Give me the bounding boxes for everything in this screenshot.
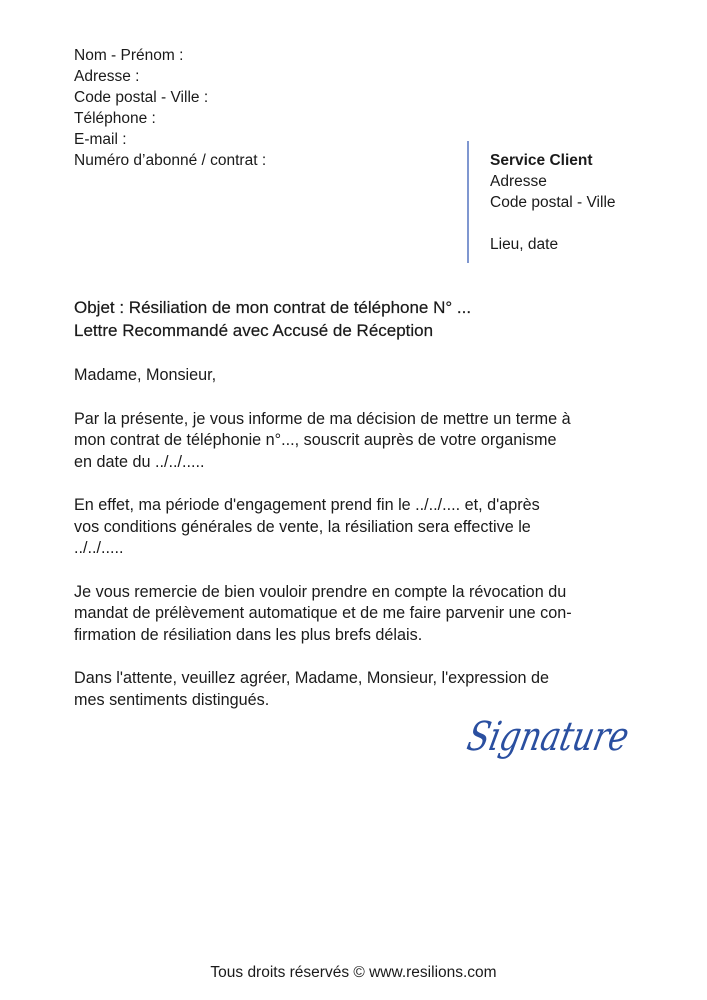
sender-city-label: Code postal - Ville : <box>74 89 209 106</box>
text-line: mon contrat de téléphonie n°..., souscrit auprès de votre organisme <box>74 431 557 449</box>
recipient-address: Adresse <box>490 173 547 190</box>
recipient-city: Code postal - Ville <box>490 194 616 211</box>
text-line: en date du ../../..... <box>74 452 205 471</box>
paragraph <box>74 409 644 474</box>
place-date: Lieu, date <box>490 236 559 253</box>
text-line: En effet, ma période d'engagement prend fin le ../../.... et, d'après <box>74 496 540 514</box>
sender-name-label: Nom - Prénom : <box>74 47 184 64</box>
mail-type-line: Lettre Recommandé avec Accusé de Réception <box>74 321 434 340</box>
sender-email-label: E-mail : <box>74 131 127 148</box>
letter-body <box>74 365 644 733</box>
text-line: Dans l'attente, veuillez agréer, Madame, Monsieur, l'expression de <box>74 669 549 687</box>
text-line: firmation de résiliation dans les plus brefs délais. <box>74 625 423 644</box>
divider <box>467 141 469 263</box>
paragraph <box>74 495 644 560</box>
footer: Tous droits réservés © www.resilions.com <box>210 964 497 981</box>
text-line: Par la présente, je vous informe de ma décision de mettre un terme à <box>74 409 571 428</box>
signature-text: Signature <box>463 712 674 760</box>
text-line: vos conditions générales de vente, la résiliation sera effective le <box>74 517 531 536</box>
subject-line: Objet : Résiliation de mon contrat de téléphone N° ... <box>74 298 472 317</box>
text-line: mandat de prélèvement automatique et de me faire parvenir une con- <box>74 604 572 622</box>
recipient-name: Service Client <box>490 152 593 169</box>
subject <box>74 296 471 342</box>
sender-address-label: Adresse : <box>74 68 140 85</box>
sender-phone-label: Téléphone : <box>74 110 156 127</box>
text-line: mes sentiments distingués. <box>74 690 270 709</box>
paragraph <box>74 582 644 647</box>
text-line: Je vous remercie de bien vouloir prendre en compte la révocation du <box>74 582 567 601</box>
recipient-block <box>490 150 616 255</box>
signature <box>462 700 674 780</box>
salutation: Madame, Monsieur, <box>74 366 217 384</box>
sender-block <box>74 45 266 171</box>
text-line: ../../..... <box>74 539 124 557</box>
sender-contract-label: Numéro d’abonné / contrat : <box>74 152 267 169</box>
